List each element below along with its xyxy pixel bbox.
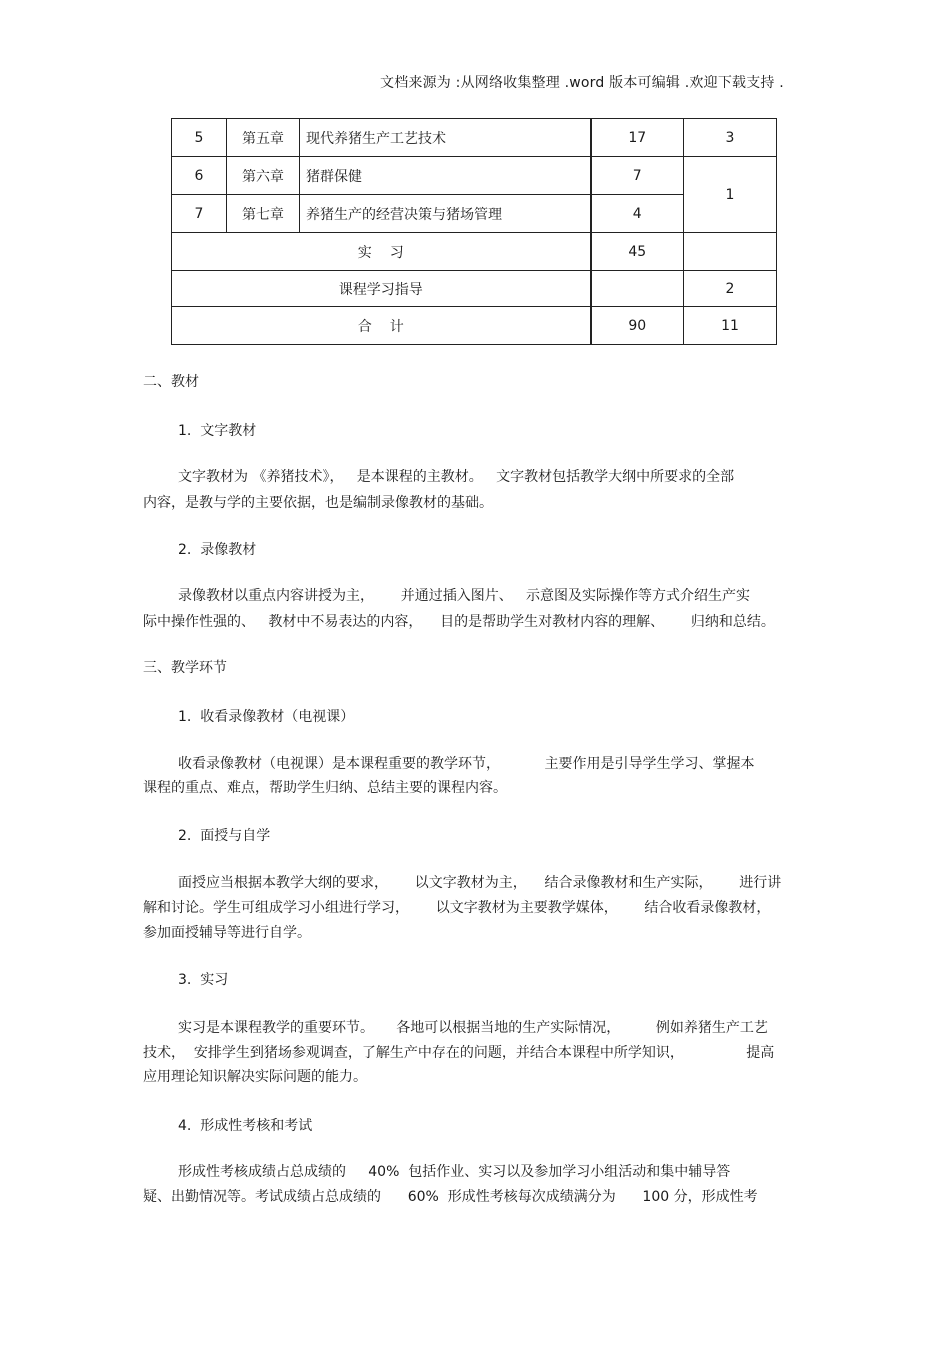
chapter-label: 第六章 <box>227 157 300 195</box>
paragraph-line: 实习是本课程教学的重要环节。 各地可以根据当地的生产实际情况， 例如养猪生产工艺 <box>178 1020 768 1036</box>
row-number: 7 <box>172 195 227 233</box>
subsection-heading: 2. 录像教材 <box>178 542 257 558</box>
chapter-title: 猪群保健 <box>300 157 591 195</box>
page-header: 文档来源为 :从网络收集整理 .word 版本可编辑 .欢迎下载支持 . <box>380 75 784 91</box>
hours-cell: 90 <box>591 307 684 345</box>
subsection-heading: 4. 形成性考核和考试 <box>178 1118 313 1134</box>
hours-cell: 45 <box>591 233 684 271</box>
guide-label: 课程学习指导 <box>172 271 591 307</box>
paragraph-line: 文字教材为 《养猪技术》， 是本课程的主教材。 文字教材包括教学大纲中所要求的全部 <box>178 469 735 485</box>
tv-hours-cell: 3 <box>684 119 777 157</box>
hours-cell: 17 <box>591 119 684 157</box>
subsection-heading: 2. 面授与自学 <box>178 828 271 844</box>
subsection-heading: 1. 收看录像教材（电视课） <box>178 709 355 725</box>
paragraph-line: 技术， 安排学生到猪场参观调查，了解生产中存在的问题，并结合本课程中所学知识， 提高 <box>143 1045 775 1061</box>
total-label: 合计 <box>172 307 591 345</box>
chapter-label: 第七章 <box>227 195 300 233</box>
row-number: 6 <box>172 157 227 195</box>
paragraph-line: 解和讨论。学生可组成学习小组进行学习， 以文字教材为主要教学媒体， 结合收看录像教材， <box>143 900 771 916</box>
paragraph-line: 参加面授辅导等进行自学。 <box>143 925 311 941</box>
tv-hours-cell: 11 <box>684 307 777 345</box>
hours-cell <box>591 271 684 307</box>
paragraph-line: 应用理论知识解决实际问题的能力。 <box>143 1069 367 1085</box>
chapter-title: 现代养猪生产工艺技术 <box>300 119 591 157</box>
table-row <box>172 307 777 345</box>
subsection-heading: 3. 实习 <box>178 972 229 988</box>
table-row <box>172 157 777 195</box>
section-heading: 三、教学环节 <box>143 660 227 676</box>
paragraph-line: 际中操作性强的、 教材中不易表达的内容， 目的是帮助学生对教材内容的理解、 归纳和总结。 <box>143 614 775 630</box>
chapter-label: 第五章 <box>227 119 300 157</box>
course-hours-table <box>171 118 777 345</box>
hours-cell: 7 <box>591 157 684 195</box>
table-row <box>172 119 777 157</box>
paragraph-line: 内容，是教与学的主要依据，也是编制录像教材的基础。 <box>143 495 493 511</box>
chapter-title: 养猪生产的经营决策与猪场管理 <box>300 195 591 233</box>
tv-hours-cell: 1 <box>684 157 777 233</box>
paragraph-line: 面授应当根据本教学大纲的要求， 以文字教材为主， 结合录像教材和生产实际， 进行讲 <box>178 875 782 891</box>
hours-cell: 4 <box>591 195 684 233</box>
tv-hours-cell: 2 <box>684 271 777 307</box>
paragraph-line: 录像教材以重点内容讲授为主， 并通过插入图片、 示意图及实际操作等方式介绍生产实 <box>178 588 751 604</box>
table-row <box>172 271 777 307</box>
paragraph-line: 课程的重点、难点，帮助学生归纳、总结主要的课程内容。 <box>143 780 507 796</box>
row-number: 5 <box>172 119 227 157</box>
paragraph-line: 收看录像教材（电视课）是本课程重要的教学环节， 主要作用是引导学生学习、掌握本 <box>178 756 755 772</box>
table-row <box>172 233 777 271</box>
paragraph-line: 形成性考核成绩占总成绩的 40% 包括作业、实习以及参加学习小组活动和集中辅导答 <box>178 1164 731 1180</box>
section-heading: 二、教材 <box>143 374 199 390</box>
tv-hours-cell <box>684 233 777 271</box>
paragraph-line: 疑、出勤情况等。考试成绩占总成绩的 60% 形成性考核每次成绩满分为 100 分，形成性考 <box>143 1189 758 1205</box>
subsection-heading: 1. 文字教材 <box>178 423 257 439</box>
practice-label: 实习 <box>172 233 591 271</box>
